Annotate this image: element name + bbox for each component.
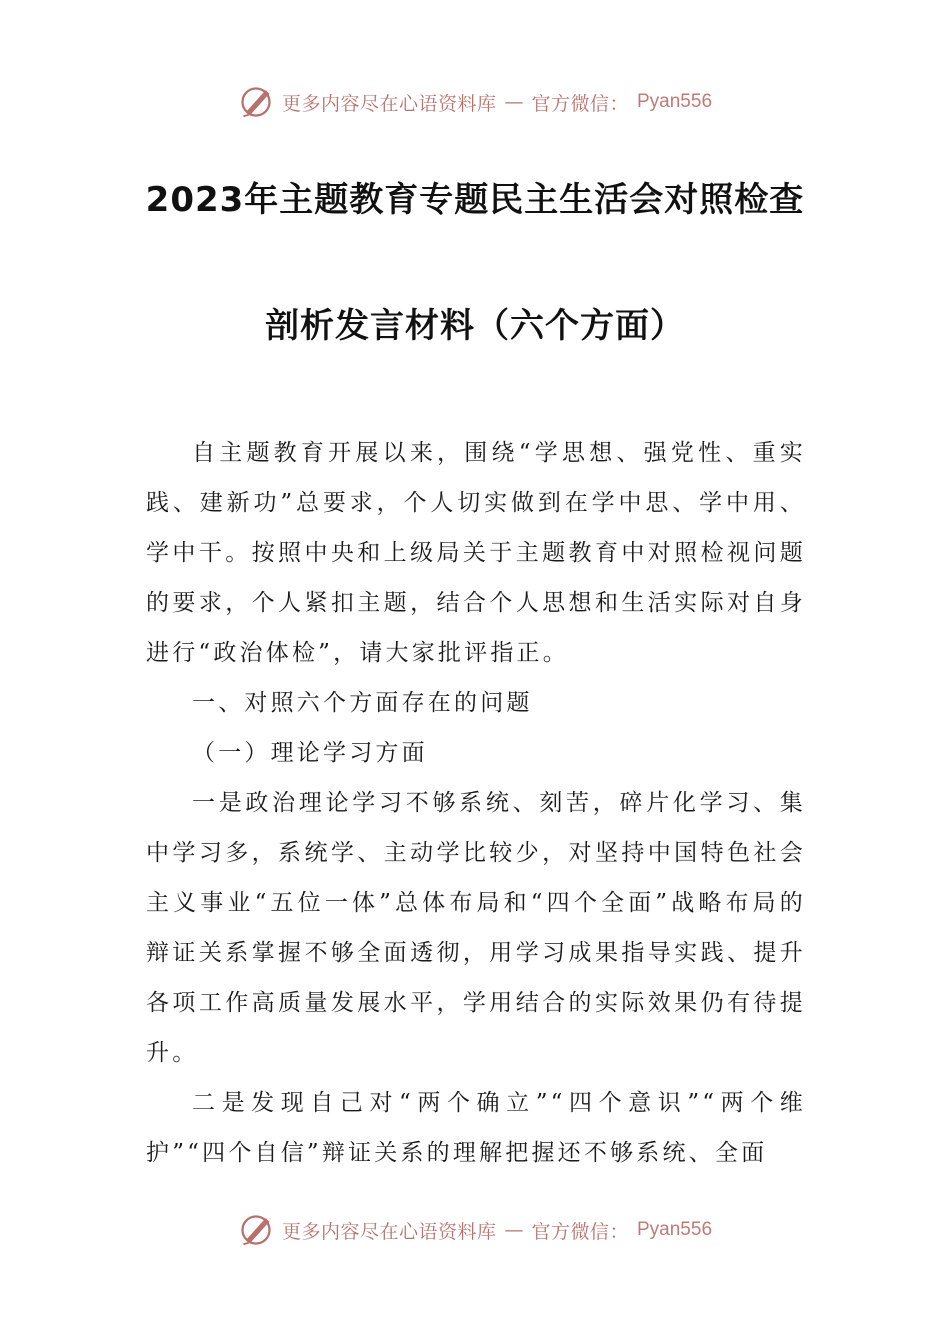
paragraph-intro: 自主题教育开展以来，围绕“学思想、强党性、重实践、建新功”总要求，个人切实做到在学中思、学中用、学中干。按照中央和上级局关于主题教育中对照检视问题的要求，个人紧扣主题，结合个人思想和生活实际对自身进行“政治体检”，请大家批评指正。 [146, 440, 806, 666]
pen-logo-icon [238, 84, 274, 120]
watermark-separator: — [504, 91, 524, 113]
paragraph-point-2: 二是发现自己对“两个确立”“四个意识”“两个维护”“四个自信”辩证关系的理解把握还不够系统、全面 [146, 1090, 806, 1166]
paragraph-point-1: 一是政治理论学习不够系统、刻苦，碎片化学习、集中学习多，系统学、主动学比较少，对坚持中国特色社会主义事业“五位一体”总体布局和“四个全面”战略布局的辩证关系掌握不够全面透彻，用学习成果指导实践、提升各项工作高质量发展水平，学用结合的实际效果仍有待提升。 [146, 790, 806, 1066]
document-body [146, 428, 806, 1178]
watermark-text: 更多内容尽在心语资料库 [281, 1220, 497, 1243]
watermark-separator: — [504, 1219, 524, 1241]
document-title-line-2: 剖析发言材料（六个方面） [265, 306, 685, 346]
watermark-wechat-id: Pyan556 [637, 91, 713, 112]
pen-logo-icon [238, 1212, 274, 1248]
watermark-header [0, 82, 950, 122]
watermark-wechat-id: Pyan556 [637, 1219, 713, 1240]
subsection-heading: （一）理论学习方面 [192, 740, 428, 766]
document-title-line-1: 2023年主题教育专题民主生活会对照检查 [145, 180, 805, 220]
watermark-label: 官方微信： [531, 1220, 629, 1243]
watermark-text: 更多内容尽在心语资料库 [281, 92, 497, 115]
watermark-label: 官方微信： [531, 92, 629, 115]
watermark-footer [0, 1210, 950, 1250]
section-heading: 一、对照六个方面存在的问题 [192, 690, 533, 716]
